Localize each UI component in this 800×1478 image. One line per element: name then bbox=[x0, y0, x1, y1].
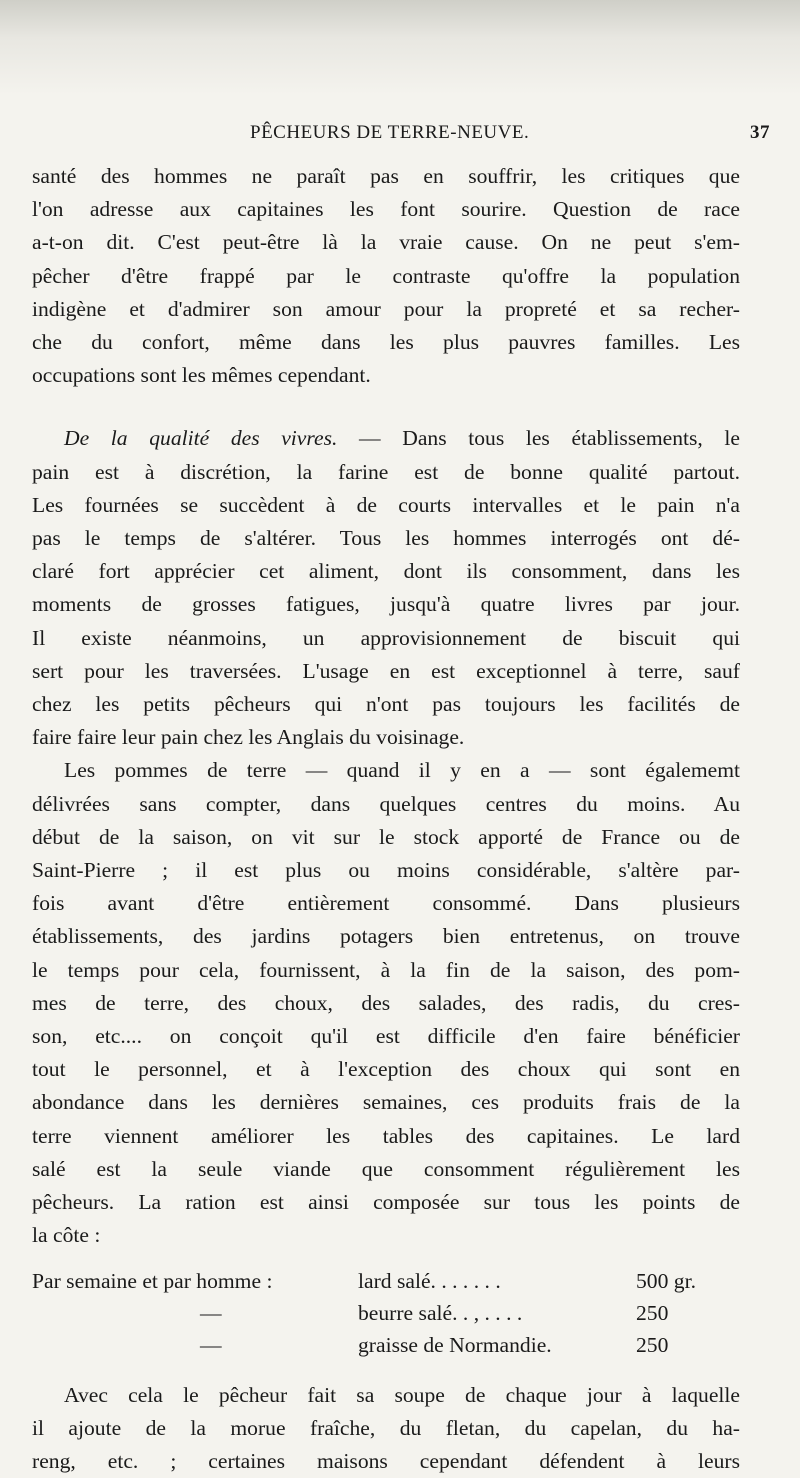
text-line: pêcheurs. La ration est ainsi composée sur tous les points de bbox=[32, 1186, 740, 1219]
running-title: PÊCHEURS DE TERRE-NEUVE. bbox=[250, 122, 529, 144]
text-line: tout le personnel, et à l'exception des choux qui sont en bbox=[32, 1053, 740, 1086]
text-line: salé est la seule viande que consomment régulièrement les bbox=[32, 1153, 740, 1186]
text-line: che du confort, même dans les plus pauvres familles. Les bbox=[32, 326, 740, 359]
text-line: établissements, des jardins potagers bien entretenus, on trouve bbox=[32, 920, 740, 953]
ration-qty: 250 bbox=[636, 1297, 668, 1330]
running-header bbox=[250, 122, 770, 152]
text-line: terre viennent améliorer les tables des capitaines. Le lard bbox=[32, 1120, 740, 1153]
text-line: Il existe néanmoins, un approvisionnement de biscuit qui bbox=[32, 622, 740, 655]
text-line: moments de grosses fatigues, jusqu'à quatre livres par jour. bbox=[32, 588, 740, 621]
text-line: Les fournées se succèdent à de courts intervalles et le pain n'a bbox=[32, 489, 740, 522]
ration-qty: 500 gr. bbox=[636, 1265, 696, 1298]
page-body bbox=[32, 160, 740, 1478]
text-line: faire faire leur pain chez les Anglais du voisinage. bbox=[32, 721, 740, 754]
text-line: chez les petits pêcheurs qui n'ont pas toujours les facilités de bbox=[32, 688, 740, 721]
ration-qty: 250 bbox=[636, 1329, 668, 1362]
page-number: 37 bbox=[750, 122, 770, 144]
text-line: fois avant d'être entièrement consommé. Dans plusieurs bbox=[32, 887, 740, 920]
text-line: pas le temps de s'altérer. Tous les hommes interrogés ont dé- bbox=[32, 522, 740, 555]
section-first-line bbox=[32, 422, 740, 455]
text-line: délivrées sans compter, dans quelques centres du moins. Au bbox=[32, 788, 740, 821]
text-line: santé des hommes ne paraît pas en souffrir, les critiques que bbox=[32, 160, 740, 193]
ditto-dash: — bbox=[200, 1329, 222, 1362]
paragraph-1 bbox=[32, 160, 740, 392]
text-line: reng, etc. ; certaines maisons cependant défendent à leurs bbox=[32, 1445, 740, 1478]
ration-item: graisse de Normandie. bbox=[358, 1329, 552, 1362]
section-vivres bbox=[32, 422, 740, 754]
ration-row bbox=[32, 1297, 740, 1330]
text-line: le temps pour cela, fournissent, à la fin de la saison, des pom- bbox=[32, 954, 740, 987]
text-line: mes de terre, des choux, des salades, des radis, du cres- bbox=[32, 987, 740, 1020]
text-line: Saint-Pierre ; il est plus ou moins considérable, s'altère par- bbox=[32, 854, 740, 887]
text-line: la côte : bbox=[32, 1219, 740, 1252]
text-line: Avec cela le pêcheur fait sa soupe de chaque jour à laquelle bbox=[32, 1379, 740, 1412]
section-first-line-rest: — Dans tous les établissements, le bbox=[337, 426, 740, 450]
paragraph-4 bbox=[32, 1379, 740, 1478]
text-line: sert pour les traversées. L'usage en est exceptionnel à terre, sauf bbox=[32, 655, 740, 688]
ration-row bbox=[32, 1329, 740, 1362]
text-line: il ajoute de la morue fraîche, du fletan, du capelan, du ha- bbox=[32, 1412, 740, 1445]
ration-table bbox=[32, 1255, 740, 1373]
text-line: abondance dans les dernières semaines, ces produits frais de la bbox=[32, 1086, 740, 1119]
text-line: a-t-on dit. C'est peut-être là la vraie cause. On ne peut s'em- bbox=[32, 226, 740, 259]
text-line: Les pommes de terre — quand il y en a — sont égalememt bbox=[32, 754, 740, 787]
text-line: occupations sont les mêmes cependant. bbox=[32, 359, 740, 392]
ration-item: lard salé. . . . . . . bbox=[358, 1265, 501, 1298]
ration-row bbox=[32, 1265, 740, 1298]
text-line: indigène et d'admirer son amour pour la propreté et sa recher- bbox=[32, 293, 740, 326]
text-line: pain est à discrétion, la farine est de bonne qualité partout. bbox=[32, 456, 740, 489]
section-heading: De la qualité des vivres. bbox=[64, 426, 337, 450]
text-line: l'on adresse aux capitaines les font sourire. Question de race bbox=[32, 193, 740, 226]
text-line: son, etc.... on conçoit qu'il est difficile d'en faire bénéficier bbox=[32, 1020, 740, 1053]
text-line: début de la saison, on vit sur le stock apporté de France ou de bbox=[32, 821, 740, 854]
ditto-dash: — bbox=[200, 1297, 222, 1330]
text-line: claré fort apprécier cet aliment, dont ils consomment, dans les bbox=[32, 555, 740, 588]
ration-lead: Par semaine et par homme : bbox=[32, 1265, 272, 1298]
page-bleed-through bbox=[0, 0, 800, 95]
paragraph-3 bbox=[32, 754, 740, 1252]
ration-item: beurre salé. . , . . . . bbox=[358, 1297, 522, 1330]
text-line: pêcher d'être frappé par le contraste qu'offre la population bbox=[32, 260, 740, 293]
